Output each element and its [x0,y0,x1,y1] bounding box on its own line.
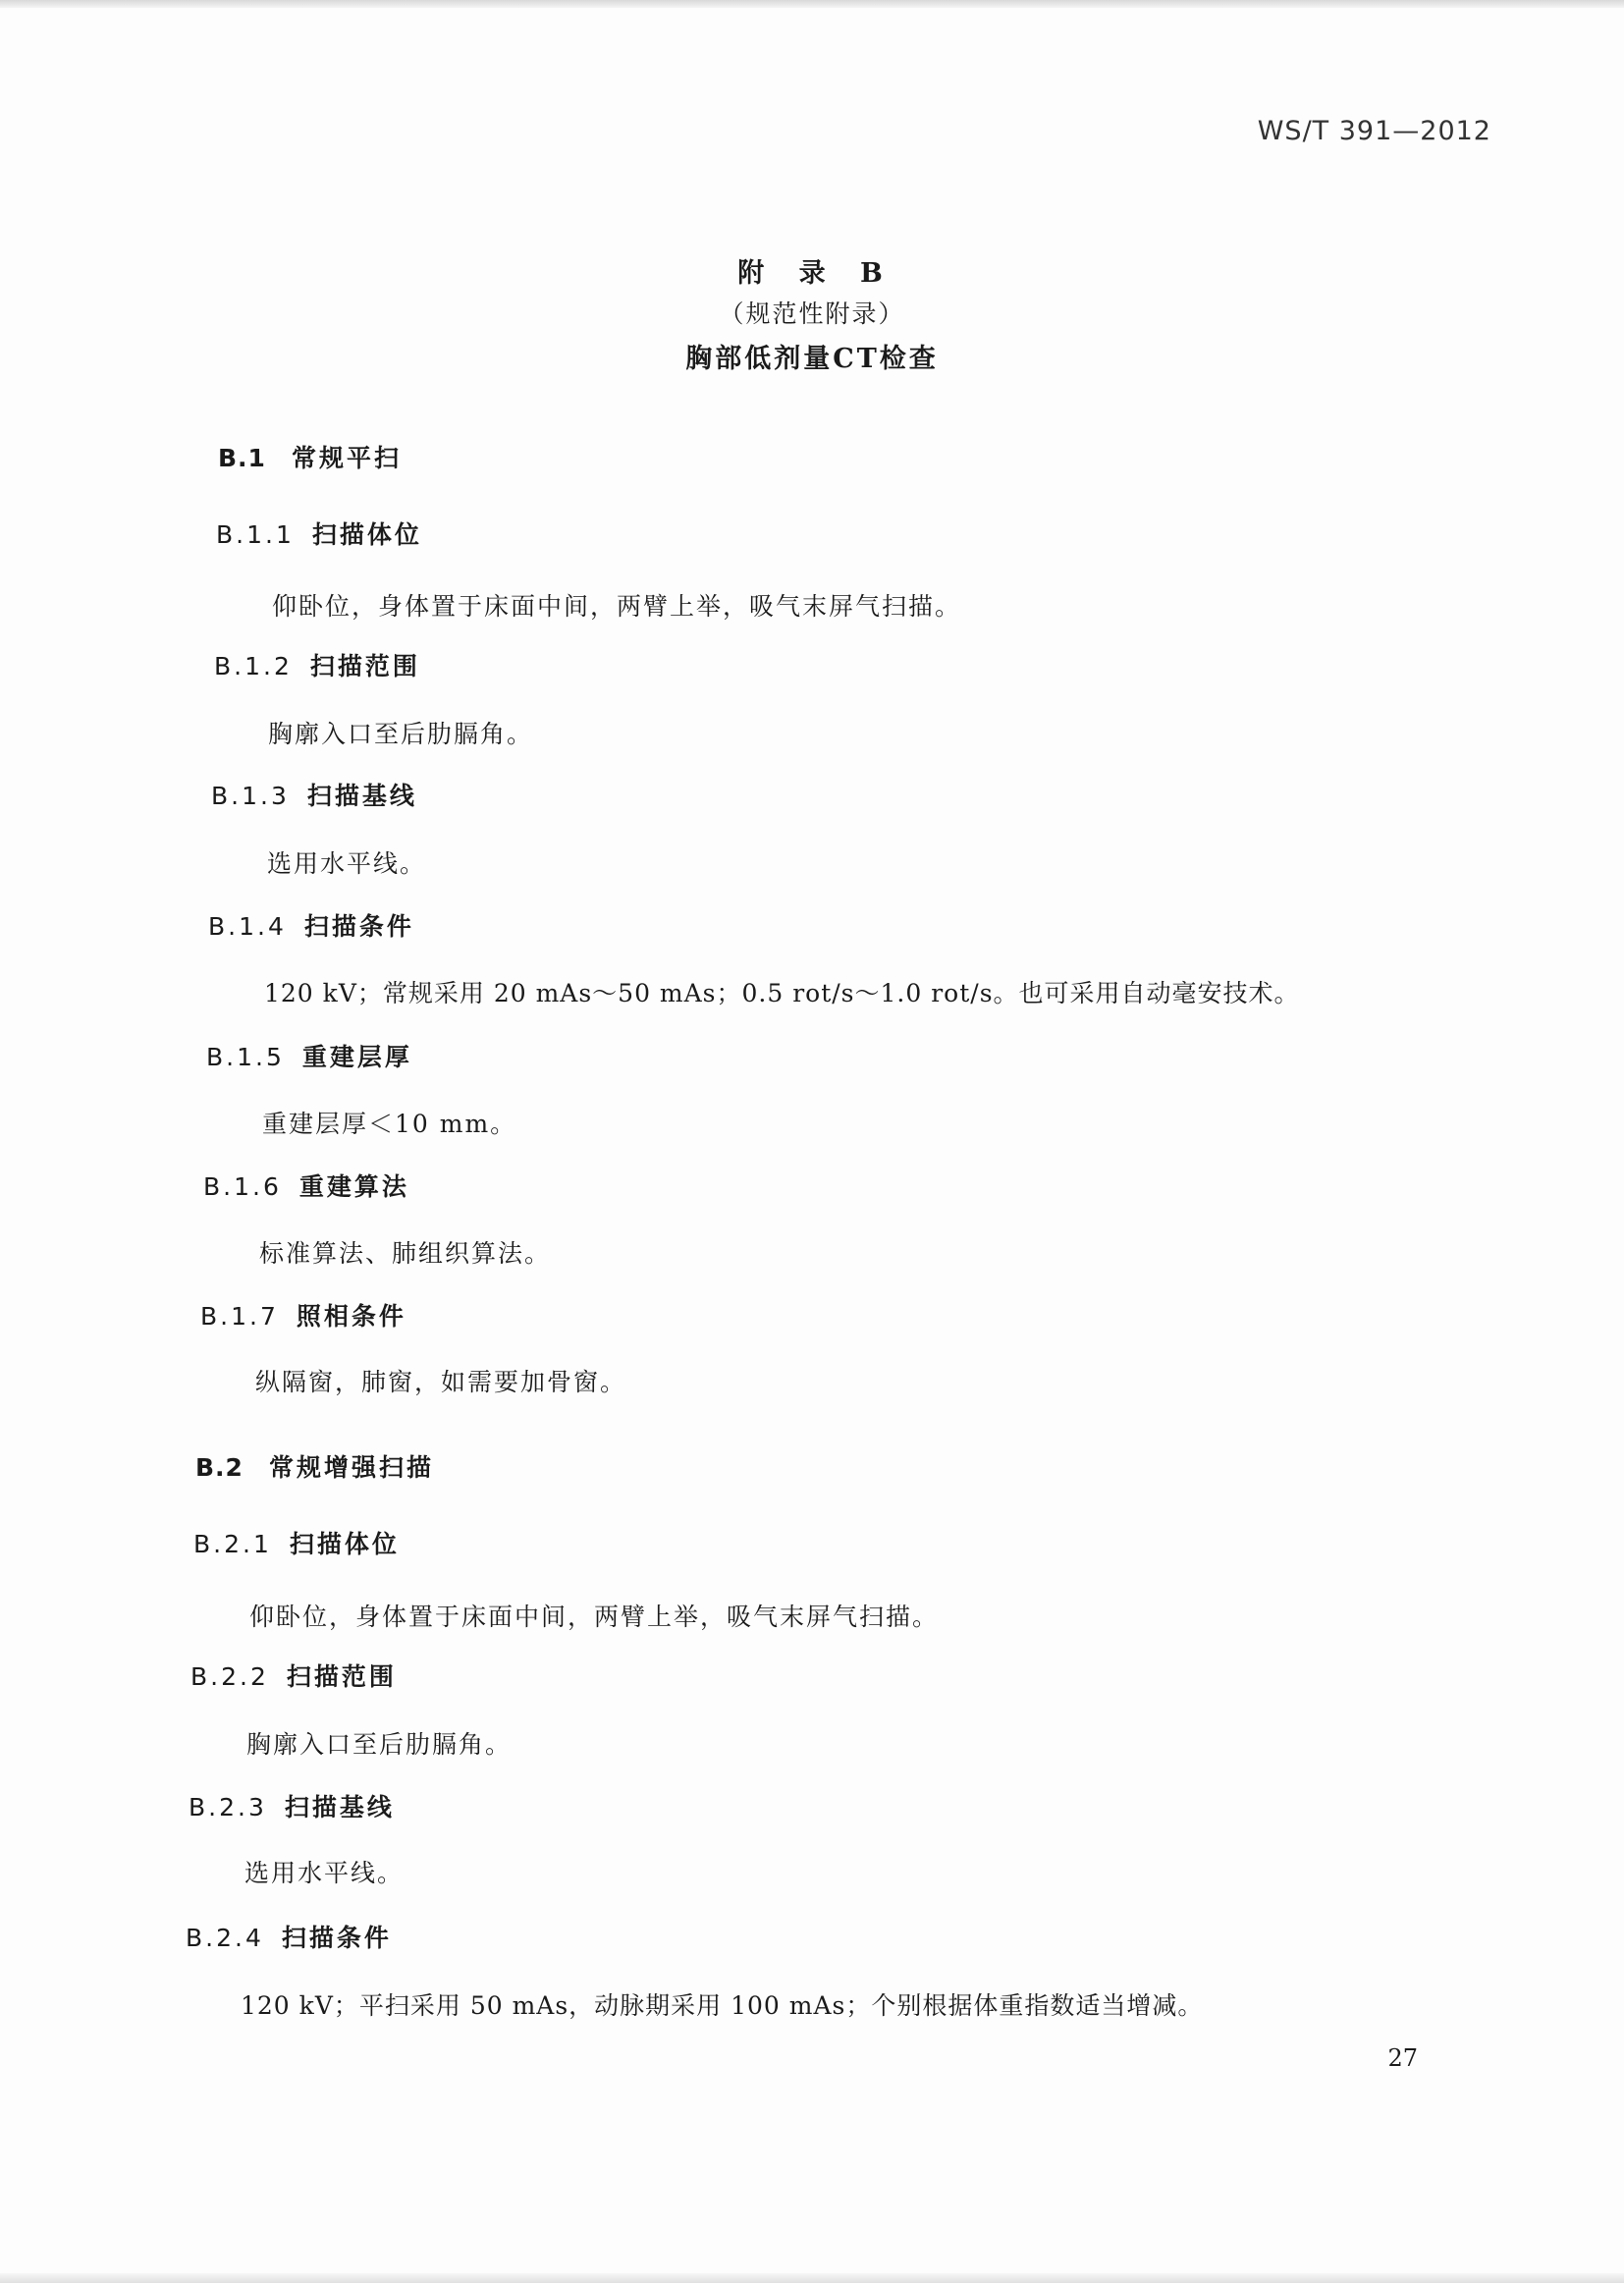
paragraph-b1-3: 选用水平线。 [267,849,427,878]
subsection-number: B.1.1 [216,520,295,549]
paragraph-b1-2: 胸廓入口至后肋膈角。 [268,720,534,748]
subsection-number: B.1.6 [203,1172,282,1201]
subsection-title: 扫描基线 [306,782,417,810]
subsection-title: 扫描条件 [281,1924,392,1952]
subsection-number: B.1.2 [214,652,293,680]
subsection-heading-b2-1 [193,1525,400,1560]
subsection-heading-b1-4 [208,907,414,943]
subsection-title: 扫描体位 [311,520,422,549]
page-number: 27 [1387,2044,1418,2072]
appendix-type: （规范性附录） [719,299,905,328]
subsection-number: B.2.3 [189,1793,267,1821]
paragraph-b1-5: 重建层厚＜10 mm。 [262,1110,517,1138]
paragraph-b2-3: 选用水平线。 [244,1859,405,1887]
document-code: WS/T 391—2012 [1257,116,1491,146]
paragraph-b1-7: 纵隔窗，肺窗，如需要加骨窗。 [255,1368,627,1396]
subsection-heading-b2-2 [190,1658,397,1693]
section-title: 常规增强扫描 [268,1453,434,1482]
subsection-title: 扫描基线 [284,1793,395,1821]
subsection-title: 扫描条件 [303,912,414,941]
subsection-heading-b1-7 [200,1297,406,1332]
section-heading-b1 [218,439,402,474]
section-number: B.1 [218,444,266,472]
subsection-title: 重建层厚 [301,1043,412,1071]
scan-bottom-edge [0,2273,1624,2283]
paragraph-b1-1: 仰卧位，身体置于床面中间，两臂上举，吸气末屏气扫描。 [272,592,962,621]
subsection-heading-b1-3 [211,777,417,812]
section-heading-b2 [195,1448,434,1484]
subsection-title: 照相条件 [296,1302,406,1331]
subsection-heading-b1-1 [216,516,422,551]
subsection-heading-b2-4 [186,1919,392,1954]
subsection-number: B.2.2 [190,1662,269,1691]
section-title: 常规平扫 [291,444,402,472]
subsection-heading-b1-5 [206,1038,412,1073]
subsection-title: 扫描范围 [309,652,420,680]
paragraph-b1-6: 标准算法、肺组织算法。 [259,1239,552,1268]
subsection-heading-b1-6 [203,1168,409,1203]
section-number: B.2 [195,1453,244,1482]
subsection-number: B.2.1 [193,1530,272,1558]
subsection-number: B.1.7 [200,1302,279,1331]
paragraph-b2-4: 120 kV；平扫采用 50 mAs，动脉期采用 100 mAs；个别根据体重指数适当增减。 [241,1991,1204,2020]
subsection-heading-b2-3 [189,1788,395,1823]
paragraph-b1-4: 120 kV；常规采用 20 mAs～50 mAs；0.5 rot/s～1.0 rot/s。也可采用自动毫安技术。 [264,979,1300,1007]
subsection-title: 扫描体位 [289,1530,400,1558]
appendix-name: 胸部低剂量CT检查 [685,344,939,374]
paragraph-b2-2: 胸廓入口至后肋膈角。 [246,1730,513,1759]
subsection-number: B.2.4 [186,1924,264,1952]
subsection-number: B.1.4 [208,912,287,941]
subsection-title: 扫描范围 [286,1662,397,1691]
paragraph-b2-1: 仰卧位，身体置于床面中间，两臂上举，吸气末屏气扫描。 [249,1603,940,1631]
subsection-title: 重建算法 [298,1172,409,1201]
subsection-heading-b1-2 [214,647,420,682]
appendix-title: 附 录 B [737,258,887,289]
subsection-number: B.1.3 [211,782,290,810]
subsection-number: B.1.5 [206,1043,285,1071]
